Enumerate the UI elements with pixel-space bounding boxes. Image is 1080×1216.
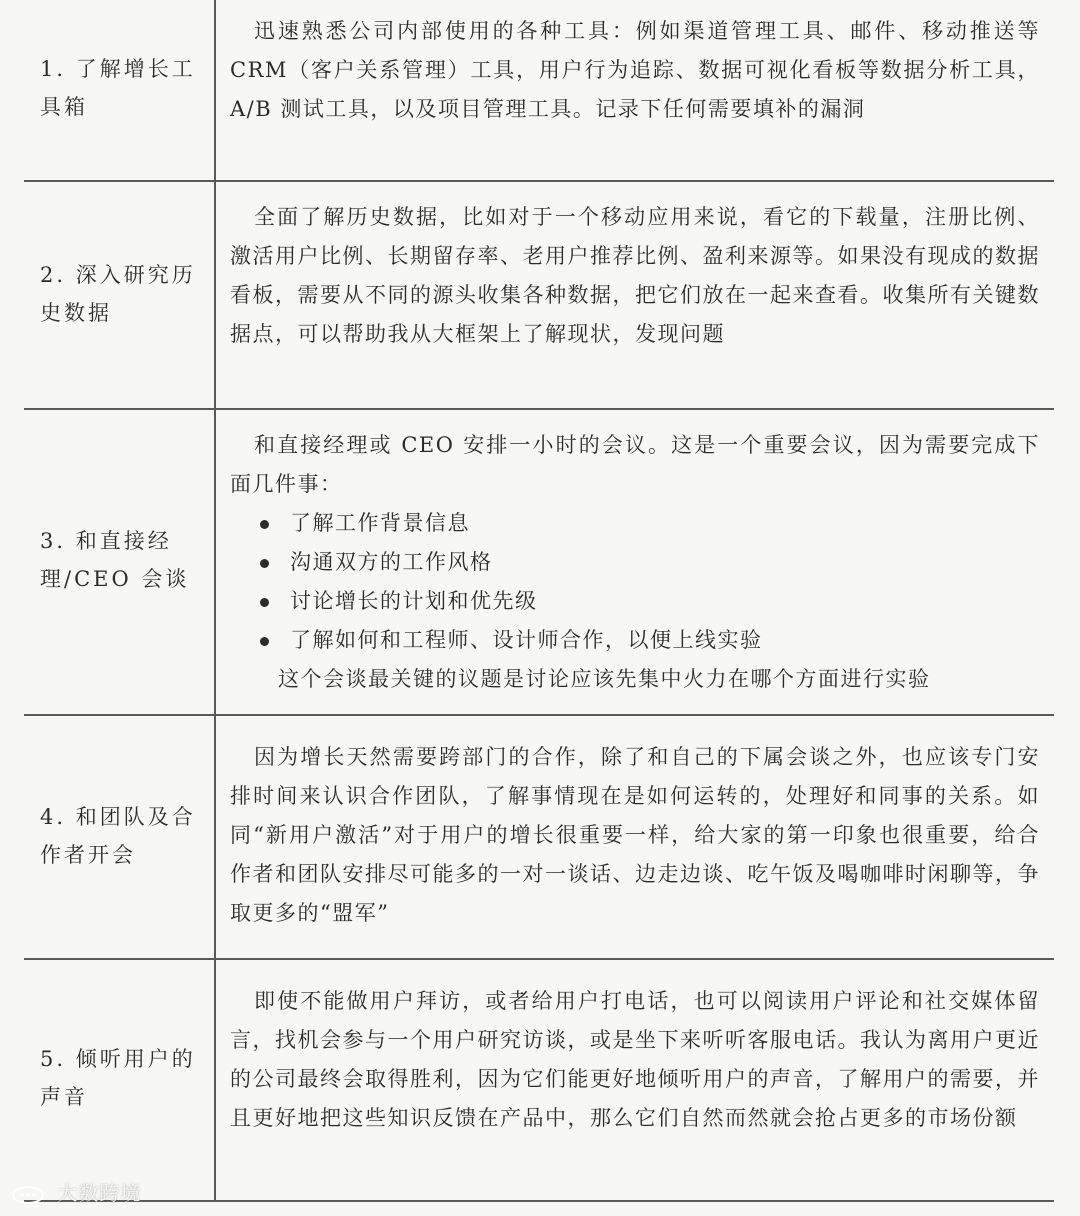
- table-row: [24, 960, 1054, 1202]
- step-description: [230, 12, 1040, 129]
- table-row: [24, 716, 1054, 960]
- list-item-text: 沟通双方的工作风格: [290, 550, 493, 574]
- bullet-list: [230, 504, 1040, 660]
- list-item: [258, 504, 1040, 543]
- list-item-text: 了解工作背景信息: [290, 511, 470, 535]
- bullet-icon: [260, 637, 269, 646]
- step-description: [230, 198, 1040, 354]
- steps-table: [24, 0, 1054, 1202]
- paragraph: 迅速熟悉公司内部使用的各种工具：例如渠道管理工具、邮件、移动推送等 CRM（客户关系管理）工具，用户行为追踪、数据可视化看板等数据分析工具，A/B 测试工具，以及项目管理工具。记录下任何需要填补的漏洞: [230, 19, 1040, 121]
- table-row: [24, 182, 1054, 410]
- step-label: 1. 了解增长工具箱: [40, 57, 196, 119]
- chat-bubble-icon: [10, 1185, 46, 1205]
- step-description: [230, 982, 1040, 1138]
- paragraph: 因为增长天然需要跨部门的合作，除了和自己的下属会谈之外，也应该专门安排时间来认识合作团队，了解事情现在是如何运转的，处理好和同事的关系。如同“新用户激活”对于用户的增长很重要一样，给大家的第一印象也很重要，给合作者和团队安排尽可能多的一对一谈话、边走边谈、吃午饭及喝咖啡时闲聊等，争取更多的“盟军”: [230, 745, 1040, 925]
- watermark: [10, 1177, 141, 1206]
- step-description: [230, 426, 1040, 699]
- list-item-text: 了解如何和工程师、设计师合作，以便上线实验: [290, 628, 763, 652]
- paragraph: 这个会谈最关键的议题是讨论应该先集中火力在哪个方面进行实验: [278, 667, 931, 691]
- table-row: [24, 410, 1054, 716]
- bullet-icon: [260, 598, 269, 607]
- step-label: 5. 倾听用户的声音: [40, 1047, 196, 1109]
- list-item: [258, 582, 1040, 621]
- list-item: [258, 621, 1040, 660]
- step-label: 2. 深入研究历史数据: [40, 263, 196, 325]
- paragraph: 即使不能做用户拜访，或者给用户打电话，也可以阅读用户评论和社交媒体留言，找机会参与一个用户研究访谈，或是坐下来听听客服电话。我认为离用户更近的公司最终会取得胜利，因为它们能更好地倾听用户的声音，了解用户的需要，并且更好地把这些知识反馈在产品中，那么它们自然而然就会抢占更多的市场份额: [230, 989, 1040, 1130]
- paragraph: 和直接经理或 CEO 安排一小时的会议。这是一个重要会议，因为需要完成下面几件事：: [230, 433, 1040, 496]
- step-label: 4. 和团队及合作者开会: [40, 805, 196, 867]
- step-label: 3. 和直接经理/CEO 会谈: [40, 529, 190, 591]
- list-item-text: 讨论增长的计划和优先级: [290, 589, 538, 613]
- watermark-text: 大数跨境: [57, 1181, 142, 1205]
- bullet-icon: [260, 520, 269, 529]
- paragraph: 全面了解历史数据，比如对于一个移动应用来说，看它的下载量，注册比例、激活用户比例、长期留存率、老用户推荐比例、盈利来源等。如果没有现成的数据看板，需要从不同的源头收集各种数据，把它们放在一起来查看。收集所有关键数据点，可以帮助我从大框架上了解现状，发现问题: [230, 205, 1040, 346]
- list-item: [258, 543, 1040, 582]
- bullet-icon: [260, 559, 269, 568]
- step-description: [230, 738, 1040, 933]
- table-row: [24, 0, 1054, 182]
